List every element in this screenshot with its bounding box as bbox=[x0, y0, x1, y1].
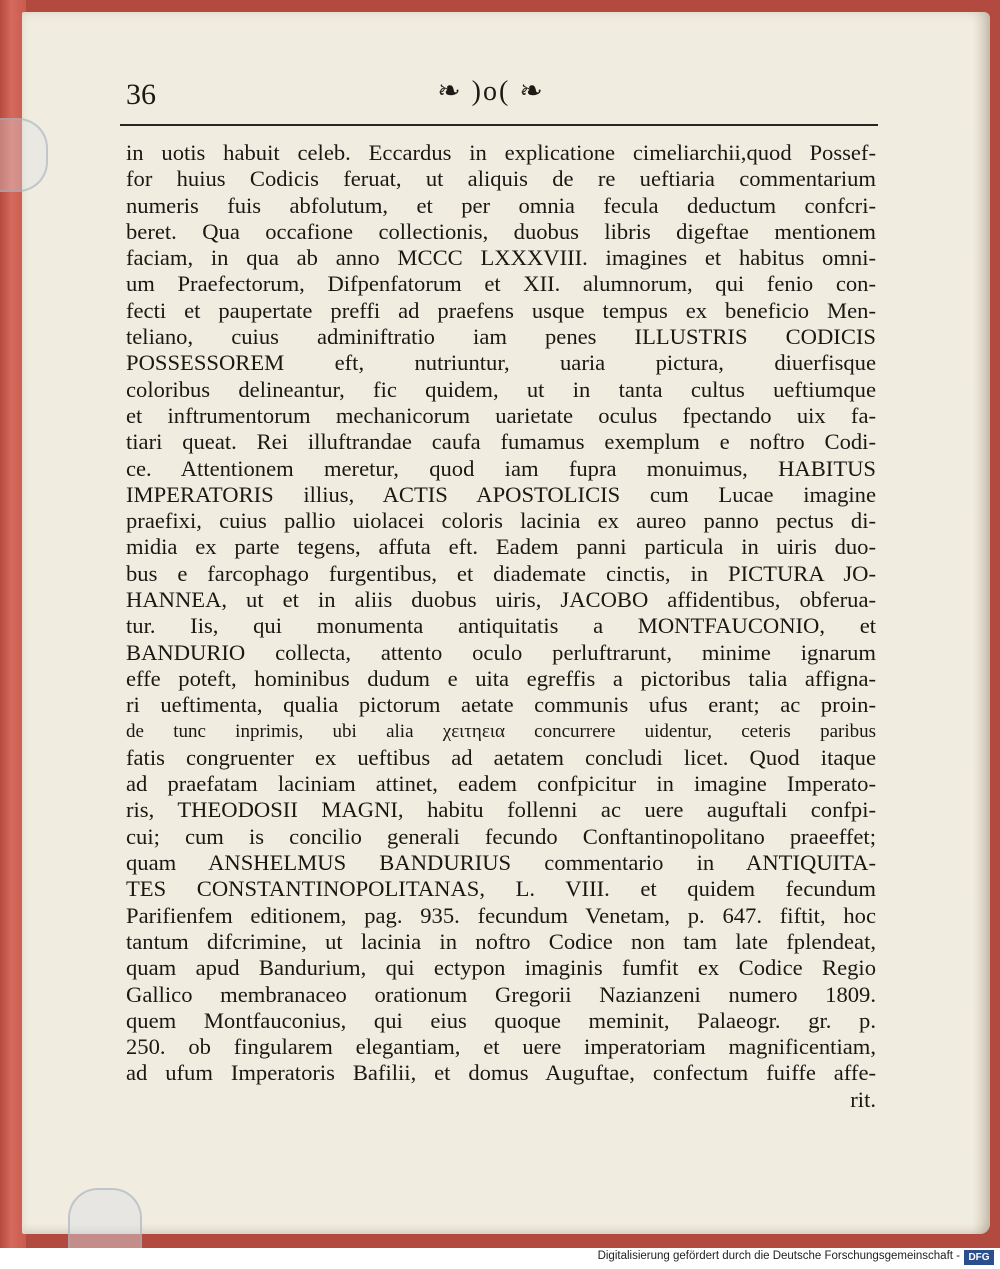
text-line: TES CONSTANTINOPOLITANAS, L. VIII. et quidem fecundum bbox=[126, 876, 876, 902]
page-shadow bbox=[972, 12, 990, 1234]
text-line: effe poteft, hominibus dudum e uita egreffis a pictoribus talia affigna- bbox=[126, 665, 876, 691]
text-line: teliano, cuius adminiftratio iam penes ILLUSTRIS CODICIS bbox=[126, 324, 876, 350]
text-line: coloribus delineantur, fic quidem, ut in tanta cultus ueftiumque bbox=[126, 376, 876, 402]
text-line: for huius Codicis feruat, ut aliquis de re ueftiaria commentarium bbox=[126, 166, 876, 192]
text-line: tiari queat. Rei illuftrandae caufa fumamus exemplum e noftro Codi- bbox=[126, 429, 876, 455]
text-line: 250. ob fingularem elegantiam, et uere imperatoriam magnificentiam, bbox=[126, 1034, 876, 1060]
text-line: praefixi, cuius pallio uiolacei coloris lacinia ex aureo panno pectus di- bbox=[126, 508, 876, 534]
footer-bar bbox=[0, 1248, 1000, 1269]
text-line: quem Montfauconius, qui eius quoque meminit, Palaeogr. gr. p. bbox=[126, 1007, 876, 1033]
text-line: ris, THEODOSII MAGNI, habitu follenni ac uere auguftali confpi- bbox=[126, 797, 876, 823]
text-line: fatis congruenter ex ueftibus ad aetatem concludi licet. Quod itaque bbox=[126, 744, 876, 770]
text-line: rit. bbox=[850, 1086, 876, 1112]
text-line: tantum difcrimine, ut lacinia in noftro Codice non tam late fplendeat, bbox=[126, 928, 876, 954]
text-line: ri ueftimenta, qualia pictorum aetate communis ufus erant; ac proin- bbox=[126, 692, 876, 718]
text-line: um Praefectorum, Difpenfatorum et XII. alumnorum, qui fenio con- bbox=[126, 271, 876, 297]
page-clip-bottom bbox=[68, 1188, 142, 1250]
header-rule bbox=[120, 124, 878, 126]
text-line: in uotis habuit celeb. Eccardus in explicatione cimeliarchii,quod Possef- bbox=[126, 140, 876, 165]
text-line: BANDURIO collecta, attento oculo perluftrarunt, minime ignarum bbox=[126, 639, 876, 665]
funding-credit: Digitalisierung gefördert durch die Deutsche Forschungsgemeinschaft - bbox=[597, 1250, 960, 1262]
text-line: beret. Qua occafione collectionis, duobus libris digeftae mentionem bbox=[126, 218, 876, 244]
page-number: 36 bbox=[126, 78, 156, 111]
text-line: numeris fuis abfolutum, et per omnia fecula deductum confcri- bbox=[126, 192, 876, 218]
text-line: quam ANSHELMUS BANDURIUS commentario in ANTIQUITA- bbox=[126, 850, 876, 876]
page-clip-left bbox=[0, 118, 48, 192]
text-line: Gallico membranaceo orationum Gregorii Nazianzeni numero 1809. bbox=[126, 981, 876, 1007]
text-line: faciam, in qua ab anno MCCC LXXXVIII. imagines et habitus omni- bbox=[126, 245, 876, 271]
text-line: IMPERATORIS illius, ACTIS APOSTOLICIS cum Lucae imagine bbox=[126, 481, 876, 507]
dfg-logo: DFG bbox=[964, 1250, 994, 1265]
text-line: midia ex parte tegens, affuta eft. Eadem panni particula in uiris duo- bbox=[126, 534, 876, 560]
body-text bbox=[126, 140, 876, 1113]
text-line: fecti et paupertate preffi ad praefens usque tempus ex beneficio Men- bbox=[126, 297, 876, 323]
text-line: et inftrumentorum mechanicorum uarietate oculus fpectando uix fa- bbox=[126, 402, 876, 428]
text-line: POSSESSOREM eft, nutriuntur, uaria pictura, diuerfisque bbox=[126, 350, 876, 376]
text-line: tur. Iis, qui monumenta antiquitatis a MONTFAUCONIO, et bbox=[126, 613, 876, 639]
text-line: de tunc inprimis, ubi alia χειτηεια concurrere uidentur, ceteris paribus bbox=[126, 720, 876, 742]
text-line: ce. Attentionem meretur, quod iam fupra monuimus, HABITUS bbox=[126, 455, 876, 481]
text-line: ad praefatam laciniam attinet, eadem confpicitur in imagine Imperato- bbox=[126, 771, 876, 797]
header-ornament: ❧ )o( ❧ bbox=[437, 76, 545, 107]
text-line: HANNEA, ut et in aliis duobus uiris, JACOBO affidentibus, obferua- bbox=[126, 587, 876, 613]
text-line: quam apud Bandurium, qui ectypon imaginis fumfit ex Codice Regio bbox=[126, 955, 876, 981]
text-line: cui; cum is concilio generali fecundo Conftantinopolitano praeeffet; bbox=[126, 823, 876, 849]
text-line: ad ufum Imperatoris Bafilii, et domus Auguftae, confectum fuiffe affe- bbox=[126, 1060, 876, 1086]
text-line: Parifienfem editionem, pag. 935. fecundum Venetam, p. 647. fiftit, hoc bbox=[126, 902, 876, 928]
text-line: bus e farcophago furgentibus, et diademate cinctis, in PICTURA JO- bbox=[126, 560, 876, 586]
